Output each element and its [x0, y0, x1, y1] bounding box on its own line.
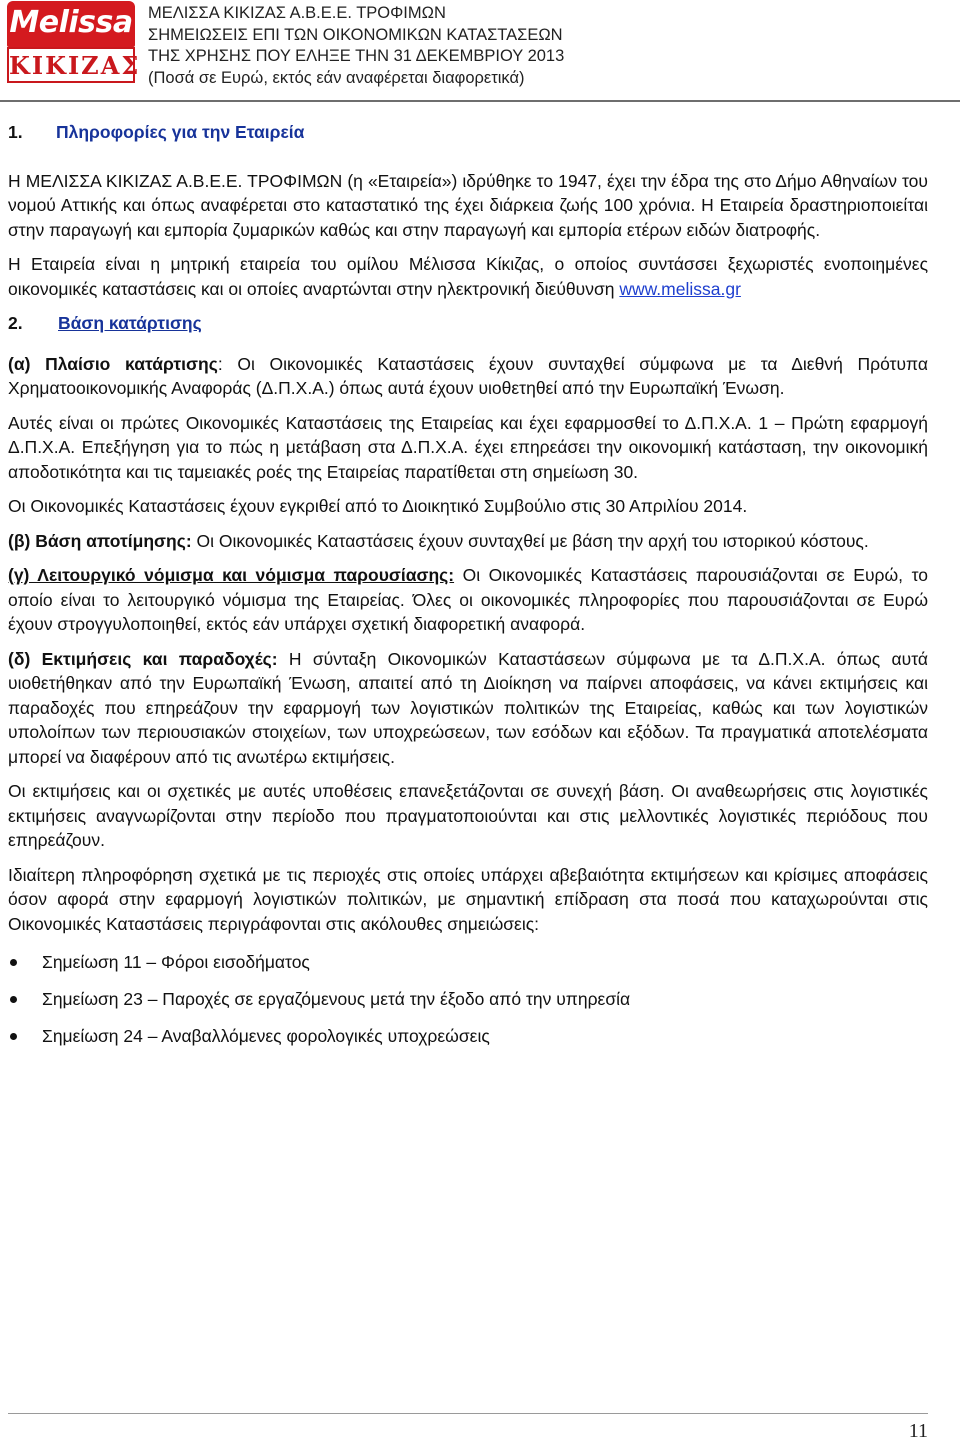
melissa-logo — [7, 1, 141, 83]
header-period: ΤΗΣ ΧΡΗΣΗΣ ΠΟΥ ΕΛΗΞΕ ΤΗΝ 31 ΔΕΚΕΜΒΡΙΟΥ 2013 — [148, 47, 565, 65]
section-2d-text: Η σύνταξη Οικονομικών Καταστάσεων σύμφωνα με τα Δ.Π.Χ.Α. όπως αυτά υιοθετήθηκαν από την Ευρωπαϊκή Ένωση, απαιτεί από τη Διοίκηση να παίρνει αποφάσεις, να κάνει εκτιμήσεις και παραδοχές που επηρεάζουν την εφαρμογή των λογιστικών πολιτικών της Εταιρείας, καθώς και των λογιστικών υπολοίπων των περιουσιακών στοιχείων, των υποχρεώσεων, των εσόδων και εξόδων. Τα πραγματικά αποτελέσματα μπορεί να διαφέρουν από τις ανωτέρω εκτιμήσεις. — [8, 648, 928, 767]
header-company: ΜΕΛΙΣΣΑ ΚΙΚΙΖΑΣ Α.Β.Ε.Ε. ΤΡΟΦΙΜΩΝ — [148, 4, 446, 22]
section-2d-paragraph-2: Οι εκτιμήσεις και οι σχετικές με αυτές υποθέσεις επανεξετάζονται σε συνεχή βάση. Οι αναθεωρήσεις στις λογιστικές εκτιμήσεις αναγνωρίζονται στην περίοδο που πραγματοποιούνται και στις μελλοντικές λογιστικές περιόδους που επηρεάζουν. — [8, 781, 928, 850]
section-1-title: Πληροφορίες για την Εταιρεία — [56, 122, 305, 142]
section-2c-label: (γ) Λειτουργικό νόμισμα και νόμισμα παρουσίασης: — [8, 565, 455, 585]
melissa-website-link[interactable]: www.melissa.gr — [619, 278, 741, 299]
section-2d-paragraph-3: Ιδιαίτερη πληροφόρηση σχετικά με τις περιοχές στις οποίες υπάρχει αβεβαιότητα εκτιμήσεων και κρίσιμες αποφάσεις όσον αφορά στην εφαρμογή λογιστικών πολιτικών, με σημαντική επίδραση στα ποσά που καταχωρούνται στις Οικονομικές Καταστάσεις περιγράφονται στις ακόλουθες σημειώσεις: — [8, 864, 928, 934]
note-item-text: Σημείωση 11 – Φόροι εισοδήματος — [42, 952, 310, 972]
section-1-paragraph-1: Η ΜΕΛΙΣΣΑ ΚΙΚΙΖΑΣ Α.Β.Ε.Ε. ΤΡΟΦΙΜΩΝ (η «Εταιρεία») ιδρύθηκε το 1947, έχει την έδρα της στο Δήμο Αθηναίων του νομού Αττικής και όπως αναφέρεται στο καταστατικό της έχει διάρκεια ζωής 100 χρόνια. Η Εταιρεία δραστηριοποιείται στην παραγωγή και εμπορία ζυμαρικών καθώς και στην παραγωγή και εμπορία ετέρων ειδών διατροφής. — [8, 170, 928, 240]
logo-sub-text: ΚΙΚΙΖΑΣ — [9, 51, 141, 80]
list-item — [8, 987, 928, 1024]
header-doc-title: ΣΗΜΕΙΩΣΕΙΣ ΕΠΙ ΤΩΝ ΟΙΚΟΝΟΜΙΚΩΝ ΚΑΤΑΣΤΑΣΕΩΝ — [148, 25, 563, 44]
section-2d-label: (δ) Εκτιμήσεις και παραδοχές: — [8, 648, 278, 669]
page-header — [0, 0, 960, 106]
section-2b-label: (β) Βάση αποτίμησης: — [8, 530, 192, 551]
section-1-number: 1. — [8, 122, 23, 142]
critical-estimates-notes-list — [8, 950, 928, 1061]
section-2b-text: Οι Οικονομικές Καταστάσεις έχουν συνταχθεί με βάση την αρχή του ιστορικού κόστους. — [191, 530, 869, 551]
section-2c-text: Οι Οικονομικές Καταστάσεις παρουσιάζονται σε Ευρώ, το οποίο είναι το λειτουργικό νόμισμα της Εταιρείας. Όλες οι οικονομικές πληροφορίες που παρουσιάζονται σε Ευρώ έχουν στρογγυλοποιηθεί, εκτός εάν υπάρχει σχετική διαφορετική αναφορά. — [8, 565, 928, 634]
section-1-paragraph-2-text: Η Εταιρεία είναι η μητρική εταιρεία του ομίλου Μέλισσα Κίκιζας, ο οποίος συντάσσει ξεχωριστές ενοποιημένες οικονομικές καταστάσεις και οι οποίες αναρτώνται στην ηλεκτρονική διεύθυνση — [8, 254, 928, 299]
header-currency-note: (Ποσά σε Ευρώ, εκτός εάν αναφέρεται διαφορετικά) — [148, 68, 525, 87]
section-2c-paragraph — [8, 563, 928, 637]
logo-sub-box — [7, 47, 141, 83]
header-text-block — [148, 3, 564, 89]
section-2d-paragraph — [8, 647, 928, 770]
header-divider — [0, 100, 960, 102]
section-2a-paragraph-3: Οι Οικονομικές Καταστάσεις έχουν εγκριθεί από το Διοικητικό Συμβούλιο στις 30 Απριλίου 2014. — [8, 496, 748, 516]
section-2a-paragraph — [8, 352, 928, 401]
section-2-number: 2. — [8, 313, 23, 333]
document-body — [8, 120, 928, 1061]
page-number: 11 — [908, 1420, 928, 1442]
bullet-icon — [10, 996, 17, 1003]
section-2a-text: : Οι Οικονομικές Καταστάσεις έχουν συνταχθεί σύμφωνα με τα Διεθνή Πρότυπα Χρηματοοικονομικής Αναφοράς (Δ.Π.Χ.Α.) όπως αυτά έχουν υιοθετηθεί από την Ευρωπαϊκή Ένωση. — [8, 353, 928, 398]
footer-divider — [8, 1413, 928, 1414]
section-2b-paragraph — [8, 529, 928, 554]
logo-brand-box — [7, 1, 135, 47]
bullet-icon — [10, 959, 17, 966]
note-item-text: Σημείωση 24 – Αναβαλλόμενες φορολογικές υποχρεώσεις — [42, 1026, 490, 1046]
bullet-icon — [10, 1033, 17, 1040]
note-item-text: Σημείωση 23 – Παροχές σε εργαζόμενους μετά την έξοδο από την υπηρεσία — [42, 989, 631, 1009]
section-2a-paragraph-2: Αυτές είναι οι πρώτες Οικονομικές Καταστάσεις της Εταιρείας και έχει εφαρμοσθεί το Δ.Π.Χ.Α. 1 – Πρώτη εφαρμογή Δ.Π.Χ.Α. Επεξήγηση για το πώς η μετάβαση στα Δ.Π.Χ.Α. έχει επηρεάσει την οικονομική κατάσταση, την οικονομική αποδοτικότητα και τις ταμειακές ροές της Εταιρείας παρατίθεται στη σημείωση 30. — [8, 412, 928, 482]
section-2a-label: (α) Πλαίσιο κατάρτισης — [8, 353, 218, 374]
list-item — [8, 950, 928, 987]
section-1-paragraph-2 — [8, 252, 928, 301]
logo-brand-text: Melissa — [9, 5, 133, 40]
section-2-heading — [8, 311, 928, 336]
section-2-title: Βάση κατάρτισης — [58, 313, 202, 333]
section-1-heading — [8, 120, 928, 145]
list-item — [8, 1024, 928, 1061]
